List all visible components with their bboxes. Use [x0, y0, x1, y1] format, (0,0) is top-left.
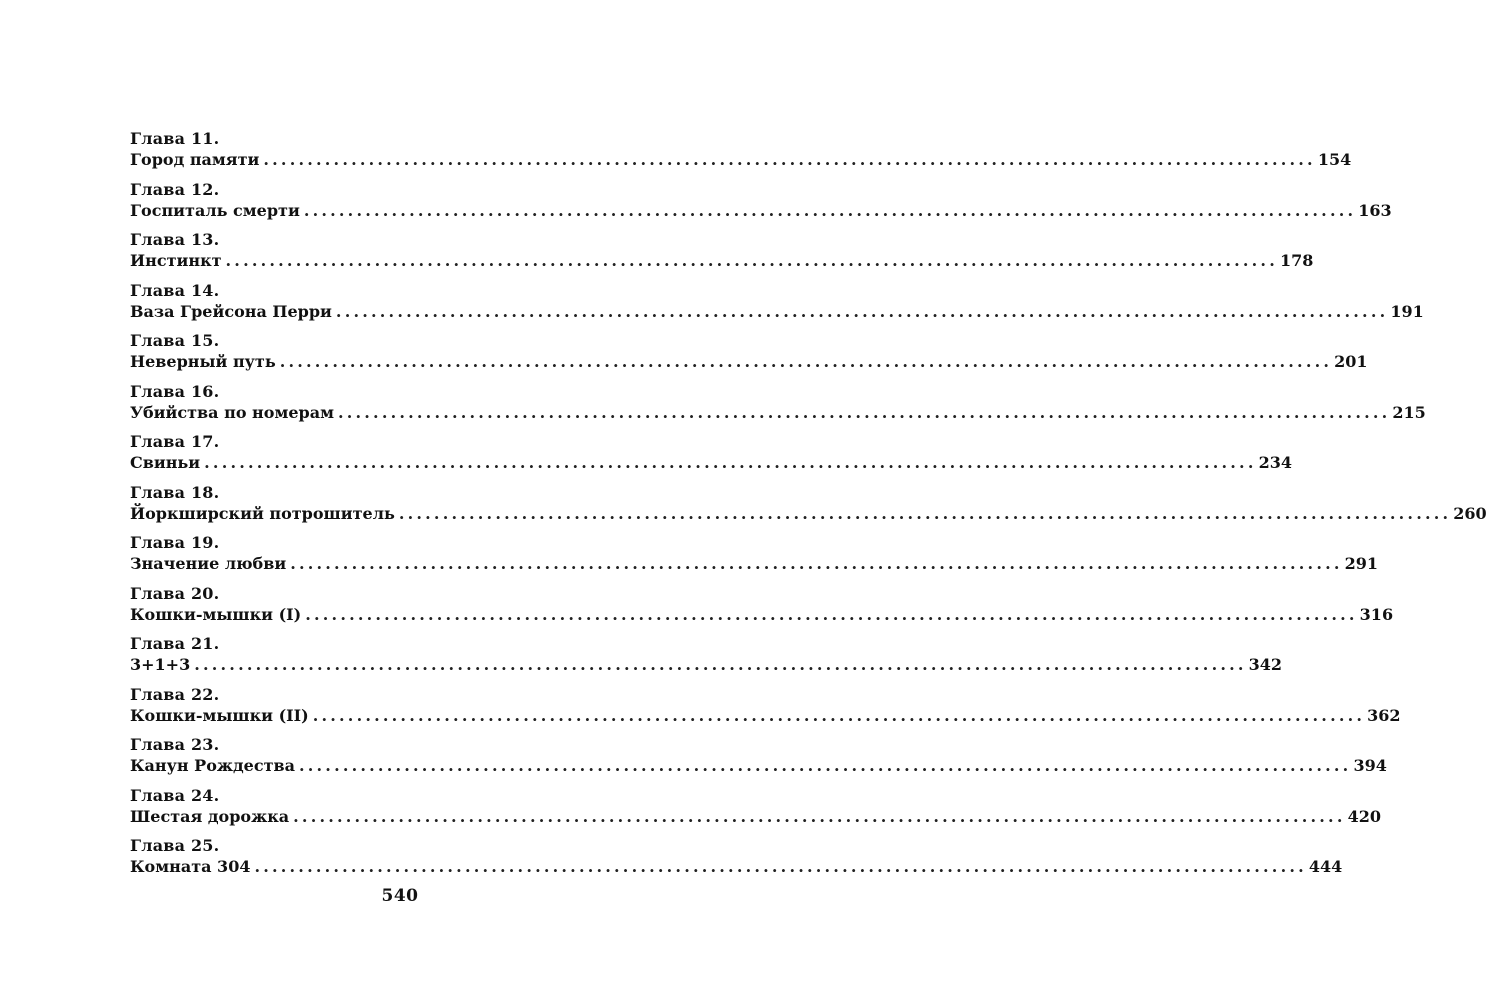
dot-leader: ........................................................................................................................: [279, 352, 1333, 371]
chapter-number: Глава 22.: [130, 684, 220, 704]
chapter-number: Глава 20.: [130, 583, 220, 603]
chapter-number: Глава 16.: [130, 381, 220, 401]
dot-leader: ........................................................................................................................: [305, 604, 1358, 624]
toc-title-line: [130, 604, 1394, 626]
chapter-title: Кошки-мышки (II): [130, 705, 309, 725]
chapter-title: Комната 304: [130, 857, 251, 876]
toc-title-line: [130, 806, 1381, 828]
chapter-number: Глава 11.: [130, 129, 220, 148]
toc-entry: [130, 431, 1292, 482]
chapter-page-number: 316: [1359, 604, 1394, 624]
chapter-page-number: 234: [1258, 453, 1292, 472]
chapter-page-number: 394: [1353, 756, 1387, 775]
toc-entry: [130, 532, 1379, 583]
toc-title-line: [130, 856, 1343, 878]
toc-entry: [130, 633, 1283, 684]
page-number: 540: [381, 886, 419, 906]
toc-entry: [130, 381, 1426, 432]
dot-leader: ........................................................................................................................: [225, 251, 1278, 270]
toc-entry: [130, 785, 1381, 836]
toc-title-line: [130, 503, 1487, 525]
chapter-page-number: 420: [1347, 806, 1381, 826]
toc-entry: [130, 128, 1352, 179]
chapter-number: Глава 19.: [130, 533, 220, 552]
chapter-number: Глава 15.: [130, 331, 220, 350]
dot-leader: ........................................................................................................................: [263, 150, 1316, 169]
toc-entry: [130, 280, 1424, 331]
chapter-title: Шестая дорожка: [130, 806, 290, 826]
chapter-number: Глава 14.: [130, 280, 220, 300]
chapter-number: Глава 23.: [130, 735, 220, 754]
chapter-number: Глава 21.: [130, 634, 220, 653]
toc-title-line: [130, 705, 1401, 727]
dot-leader: ........................................................................................................................: [299, 756, 1352, 775]
chapter-number: Глава 13.: [130, 230, 220, 249]
chapter-title: Город памяти: [130, 150, 260, 169]
dot-leader: ........................................................................................................................: [335, 301, 1389, 321]
dot-leader: ........................................................................................................................: [204, 453, 1257, 472]
chapter-number: Глава 12.: [130, 179, 220, 199]
chapter-title: Йоркширский потрошитель: [130, 503, 395, 523]
dot-leader: ........................................................................................................................: [303, 200, 1357, 220]
toc-entry: [130, 835, 1343, 886]
chapter-number: Глава 24.: [130, 785, 220, 805]
table-of-contents: [130, 128, 1487, 886]
toc-entry: [130, 684, 1401, 735]
chapter-title: 3+1+3: [130, 655, 191, 674]
chapter-page-number: 342: [1248, 655, 1283, 674]
toc-entry: [130, 734, 1387, 785]
chapter-page-number: 260: [1453, 503, 1487, 523]
chapter-title: Госпиталь смерти: [130, 200, 300, 220]
dot-leader: ........................................................................................................................: [337, 402, 1391, 422]
dot-leader: ........................................................................................................................: [254, 857, 1307, 876]
toc-title-line: [130, 755, 1387, 777]
chapter-title: Убийства по номерам: [130, 402, 334, 422]
toc-title-line: [130, 200, 1392, 222]
toc-title-line: [130, 149, 1352, 171]
chapter-title: Инстинкт: [130, 251, 222, 270]
toc-title-line: [130, 452, 1292, 474]
chapter-title: Кошки-мышки (I): [130, 604, 302, 624]
chapter-number: Глава 17.: [130, 432, 220, 451]
chapter-page-number: 163: [1358, 200, 1392, 220]
chapter-title: Значение любви: [130, 554, 287, 573]
chapter-title: Канун Рождества: [130, 756, 295, 775]
toc-title-line: [130, 654, 1283, 676]
chapter-number: Глава 18.: [130, 482, 220, 502]
chapter-page-number: 178: [1279, 251, 1314, 270]
toc-entry: [130, 179, 1392, 230]
chapter-page-number: 444: [1308, 857, 1343, 876]
toc-entry: [130, 482, 1487, 533]
chapter-number: Глава 25.: [130, 836, 220, 855]
toc-title-line: [130, 301, 1424, 323]
dot-leader: ........................................................................................................................: [398, 503, 1452, 523]
toc-entry: [130, 229, 1314, 280]
dot-leader: ........................................................................................................................: [290, 554, 1343, 573]
chapter-page-number: 215: [1392, 402, 1426, 422]
toc-entry: [130, 583, 1394, 634]
chapter-title: Неверный путь: [130, 352, 276, 371]
dot-leader: ........................................................................................................................: [194, 655, 1247, 674]
chapter-title: Ваза Грейсона Перри: [130, 301, 332, 321]
toc-title-line: [130, 250, 1314, 272]
chapter-page-number: 362: [1367, 705, 1401, 725]
dot-leader: ........................................................................................................................: [293, 806, 1346, 826]
toc-title-line: [130, 402, 1426, 424]
toc-title-line: [130, 351, 1368, 373]
chapter-page-number: 191: [1390, 301, 1424, 321]
toc-entry: [130, 330, 1368, 381]
chapter-page-number: 201: [1334, 352, 1368, 371]
toc-title-line: [130, 553, 1379, 575]
chapter-page-number: 291: [1344, 554, 1379, 573]
dot-leader: ........................................................................................................................: [312, 705, 1366, 725]
chapter-title: Свиньи: [130, 453, 201, 472]
chapter-page-number: 154: [1317, 150, 1352, 169]
